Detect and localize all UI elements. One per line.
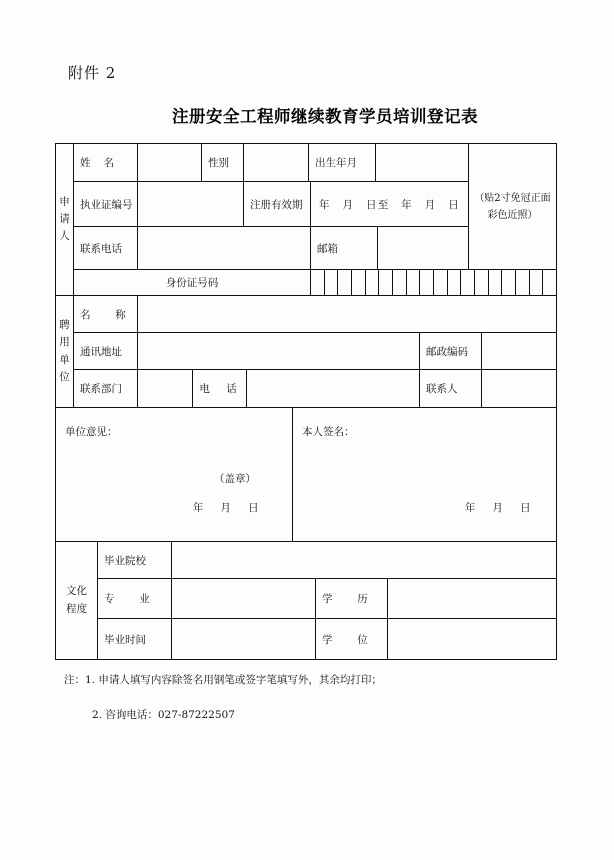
applicant-side-char-1: 申 [59,195,70,208]
education-side-char-1: 文化 [66,585,87,598]
employer-row-address [74,333,556,370]
signature-box[interactable] [293,408,556,541]
employer-section [56,296,556,408]
applicant-side-char-2: 请 [59,212,70,225]
grad-time-field[interactable] [172,619,316,659]
id-number-cell[interactable] [434,270,448,295]
attachment-label: 附件 2 [68,64,117,82]
license-no-field[interactable] [138,182,244,226]
id-number-cell[interactable] [502,270,516,295]
page-title: 注册安全工程师继续教育学员培训登记表 [172,107,478,126]
email-label: 邮箱 [311,227,378,269]
applicant-side-char-3: 人 [59,230,70,243]
major-field[interactable] [172,579,316,618]
id-number-cell[interactable] [311,270,325,295]
applicant-row-license [74,182,468,227]
id-number-cells[interactable] [311,270,556,295]
id-number-cell[interactable] [420,270,434,295]
id-number-cell[interactable] [393,270,407,295]
education-row-school [98,542,556,579]
validity-field[interactable]: 年 月 日至 年 月 日 [318,198,461,211]
id-number-cell[interactable] [448,270,462,295]
id-number-cell[interactable] [475,270,489,295]
contact-field[interactable] [482,370,556,407]
major-label: 专 业 [98,579,172,618]
applicant-row-id [74,269,556,295]
id-number-cell[interactable] [516,270,530,295]
unit-opinion-date[interactable]: 年 月 日 [192,502,262,514]
seal-note: （盖章） [214,473,256,485]
employer-side-char-1: 聘 [59,318,70,331]
footer-notes [64,672,382,722]
applicant-rows [74,144,556,295]
id-number-label: 身份证号码 [74,270,311,295]
tel-field[interactable] [247,370,420,407]
birth-field[interactable] [376,144,468,181]
address-field[interactable] [138,333,420,369]
education-rows [98,542,556,659]
phone-field[interactable] [138,227,311,269]
unit-opinion-box[interactable] [56,408,293,541]
employer-side-char-4: 位 [59,370,70,383]
degree-label: 学 位 [316,619,388,659]
employer-name-field[interactable] [138,296,556,332]
signature-date[interactable]: 年 月 日 [464,502,534,514]
name-label: 姓 名 [74,144,138,181]
gender-field[interactable] [244,144,309,181]
id-number-cell[interactable] [543,270,556,295]
school-field[interactable] [172,542,556,578]
photo-placeholder: （贴2寸免冠正面彩色近照） [468,144,556,269]
applicant-side-label [56,144,74,295]
email-field[interactable] [378,227,468,269]
applicant-section [56,144,556,296]
grad-time-label: 毕业时间 [98,619,172,659]
id-number-cell[interactable] [379,270,393,295]
degree-level-label: 学 历 [316,579,388,618]
id-number-field[interactable] [311,270,556,295]
id-number-cell[interactable] [407,270,421,295]
education-side-char-2: 程度 [66,602,87,615]
employer-side-char-2: 用 [59,336,70,349]
id-number-cell[interactable] [461,270,475,295]
school-label: 毕业院校 [98,542,172,578]
opinion-row [56,408,556,541]
registration-form-table [55,143,557,660]
department-field[interactable] [138,370,193,407]
note-item-2: 2. 咨询电话：027-87222507 [92,709,235,721]
applicant-row-contact [74,227,468,269]
employer-name-label: 名 称 [74,296,138,332]
degree-field[interactable] [388,619,556,659]
id-number-cell[interactable] [325,270,339,295]
employer-rows [74,296,556,407]
opinion-section [56,408,556,542]
birth-label: 出生年月 [309,144,376,181]
gender-label: 性别 [202,144,244,181]
id-number-cell[interactable] [338,270,352,295]
id-number-cell[interactable] [530,270,544,295]
address-label: 通讯地址 [74,333,138,369]
degree-level-field[interactable] [388,579,556,618]
department-label: 联系部门 [74,370,138,407]
id-number-cell[interactable] [366,270,380,295]
education-row-graduation [98,619,556,659]
note-item-1: 注：1. 申请人填写内容除签名用钢笔或签字笔填写外，其余均打印； [64,674,382,686]
applicant-row-name [74,144,468,182]
postcode-label: 邮政编码 [420,333,482,369]
employer-side-char-3: 单 [59,353,70,366]
tel-label: 电 话 [193,370,247,407]
employer-side-label [56,296,74,407]
unit-opinion-label: 单位意见： [65,426,118,438]
signature-label: 本人签名： [302,426,355,438]
id-number-cell[interactable] [489,270,503,295]
id-number-cell[interactable] [352,270,366,295]
employer-row-department [74,370,556,407]
name-field[interactable] [138,144,202,181]
contact-label: 联系人 [420,370,482,407]
education-section [56,542,556,659]
phone-label: 联系电话 [74,227,138,269]
postcode-field[interactable] [482,333,556,369]
validity-label: 注册有效期 [244,182,311,226]
education-row-major [98,579,556,619]
employer-row-name [74,296,556,333]
license-no-label: 执业证编号 [74,182,138,226]
education-side-label [56,542,98,659]
